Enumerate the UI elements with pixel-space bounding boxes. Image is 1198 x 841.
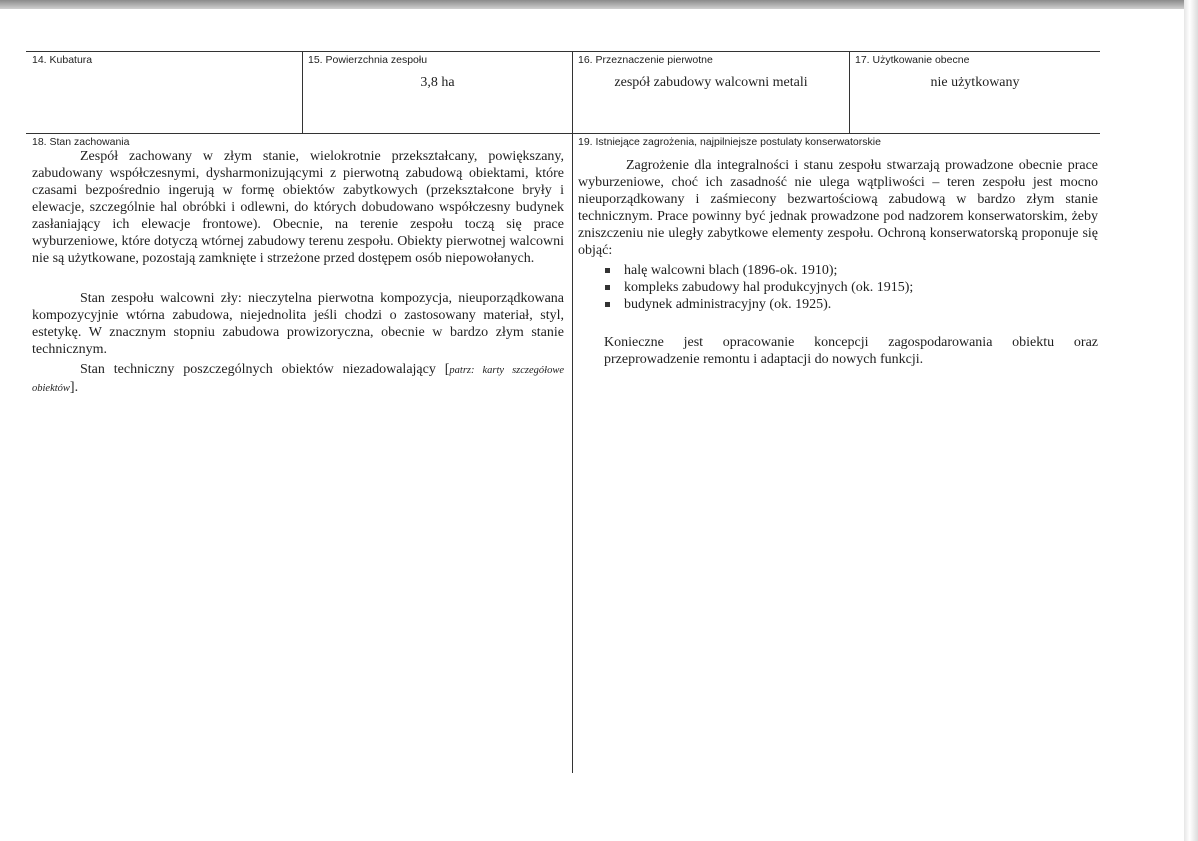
field-18-reference: patrz: karty szczegółowe obiektów (32, 365, 564, 394)
field-15-label: 15. Powierzchnia zespołu (308, 54, 428, 66)
field-16-value: zespół zabudowy walcowni metali (614, 75, 808, 90)
field-17-value: nie użytkowany (930, 75, 1020, 90)
list-item: kompleks zabudowy hal produkcyjnych (ok. 1915); (602, 279, 1092, 296)
field-18-paragraph-3: Stan techniczny poszczególnych obiektów niezadowalający [patrz: karty szczegółowe obiektów]. (32, 362, 564, 395)
field-18-label: 18. Stan zachowania (32, 136, 130, 148)
scan-top-edge (0, 0, 1198, 9)
grid-divider-2 (572, 51, 573, 773)
field-19-label: 19. Istniejące zagrożenia, najpilniejsze postulaty konserwatorskie (578, 136, 881, 148)
field-18-paragraph-2: Stan zespołu walcowni zły: nieczytelna pierwotna kompozycja, nieuporządkowana kompozycyjnie wtórna zabudowa, niejednolita jeśli chodzi o zastosowany materiał, styl, estetykę. W znacznym stopniu zabudowa prowizoryczna, obecnie w bardzo złym stanie technicznym. (32, 291, 564, 357)
protected-objects-list (602, 262, 1092, 313)
field-18-paragraph-1: Zespół zachowany w złym stanie, wielokrotnie przekształcany, powiększany, zabudowany współczesnymi, dysharmonizującymi z pierwotną zabudową obiektami, które czasami bezpośrednio ingerują w formę obiektów zabytkowych (przekształcone bryły i elewacje, szczególnie hal obróbki i odlewni, do których dobudowano współczesny budynek zasłaniający ich elewacje frontowe). Obecnie, na terenie zespołu toczą się prace wyburzeniowe, które dotyczą wtórnej zabudowy terenu zespołu. Obiekty pierwotnej walcowni nie są użytkowane, pozostają zamknięte i strzeżone przed dostępem osób niepowołanych. (32, 149, 564, 266)
field-19-paragraph-2: Konieczne jest opracowanie koncepcji zagospodarowania obiektu oraz przeprowadzenie remontu i adaptacji do nowych funkcji. (604, 335, 1098, 367)
field-17-label: 17. Użytkowanie obecne (855, 54, 970, 66)
list-item: halę walcowni blach (1896-ok. 1910); (602, 262, 1092, 279)
grid-divider-3 (849, 51, 850, 133)
field-15-value: 3,8 ha (420, 75, 455, 90)
list-item: budynek administracyjny (ok. 1925). (602, 296, 1092, 313)
field-14-label: 14. Kubatura (32, 54, 93, 66)
grid-divider-1 (302, 51, 303, 133)
field-16-label: 16. Przeznaczenie pierwotne (578, 54, 713, 66)
grid-top-line (26, 51, 1100, 52)
scan-right-edge (1184, 0, 1198, 841)
field-19-paragraph-1: Zagrożenie dla integralności i stanu zespołu stwarzają prowadzone obecnie prace wyburzeniowe, choć ich zasadność nie ulega wątpliwości – teren zespołu jest mocno nieuporządkowany i zaśmiecony bezwartościową zabudową w bardzo złym stanie technicznym. Prace powinny być jednak prowadzone pod nadzorem konserwatorskim, żeby zniszczeniu nie uległy zabytkowe elementy zespołu. Ochroną konserwatorską proponuje się objąć: (578, 158, 1098, 258)
grid-middle-line (26, 133, 1100, 134)
